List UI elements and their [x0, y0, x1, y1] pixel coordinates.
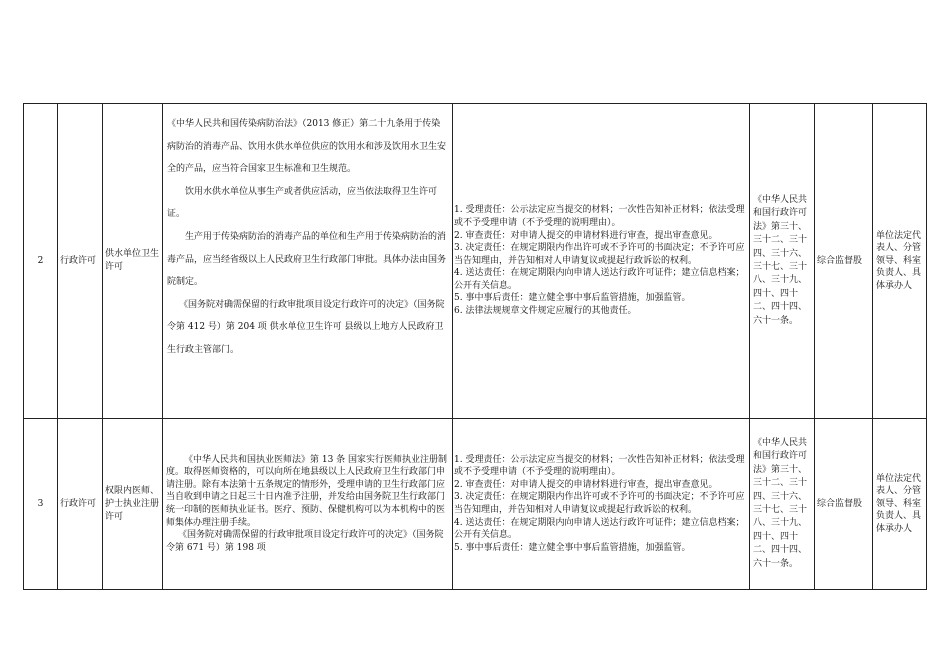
- row-index: 3: [24, 419, 58, 590]
- responsibility-item: 6. 法律法规规章文件规定应履行的其他责任。: [454, 306, 637, 317]
- row-basis: [163, 419, 453, 590]
- row-basis: [163, 104, 453, 419]
- responsibility-item: 5. 事中事后责任：建立健全事中事后监管措施，加强监管。: [454, 542, 691, 553]
- responsibility-item: 4. 送达责任：在规定期限内向申请人送达行政许可证件；建立信息档案；公开有关信息。: [454, 268, 745, 291]
- basis-paragraph: 《中华人民共和国执业医师法》第 13 条 国家实行医师执业注册制度。取得医师资格的，可以向所在地县级以上人民政府卫生行政部门申请注册。除有本法第十五条规定的情形外，受理申请的卫生行政部门应当自收到申请之日起三十日内准予注册，并发给由国务院卫生行政部门统一印制的医师执业证书。医疗、预防、保健机构可以为本机构中的医师集体办理注册手续。: [166, 454, 448, 528]
- basis-paragraph: 《国务院对确需保留的行政审批项目设定行政许可的决定》（国务院令第 671 号）第 198 项: [166, 530, 444, 553]
- row-responsibilities: [453, 419, 750, 590]
- basis-paragraph: 《中华人民共和国传染病防治法》（2013 修正）第二十九条用于传染病防治的消毒产品、饮用水供水单位供应的饮用水和涉及饮用水卫生安全的产品，应当符合国家卫生标准和卫生规范。: [167, 119, 447, 175]
- table-row: [24, 104, 927, 419]
- legal-basis-text: 《中华人民共和国行政许可法》第三十、三十二、三十四、三十六、三十七、三十八、三十九、四十、四十二、四十四、六十一条。: [753, 194, 808, 326]
- row-legal-basis: [750, 104, 815, 419]
- responsibility-item: 2. 审查责任：对申请人提交的申请材料进行审查，提出审查意见。: [454, 479, 718, 490]
- responsibility-item: 2. 审查责任：对申请人提交的申请材料进行审查，提出审查意见。: [454, 230, 718, 241]
- row-legal-basis: [750, 419, 815, 590]
- responsibility-item: 3. 决定责任：在规定期限内作出许可或不予许可的书面决定；不予许可应当告知理由，并告知相对人申请复议或提起行政诉讼的权利。: [454, 243, 745, 266]
- row-item-name: 权限内医师、护士执业注册许可: [103, 419, 163, 590]
- row-department: 综合监督股: [815, 104, 873, 419]
- table-row: [24, 419, 927, 590]
- row-category: 行政许可: [58, 104, 103, 419]
- permit-table-page: [23, 103, 926, 581]
- legal-basis-text: 《中华人民共和国行政许可法》第三十、三十二、三十四、三十六、三十七、三十八、三十九、四十、四十二、四十四、六十一条。: [753, 437, 808, 569]
- basis-paragraph: 生产用于传染病防治的消毒产品的单位和生产用于传染病防治的消毒产品，应当经省级以上人民政府卫生行政部门审批。具体办法由国务院制定。: [167, 231, 447, 288]
- row-personnel: [873, 419, 927, 590]
- row-item-name: 供水单位卫生许可: [103, 104, 163, 419]
- basis-paragraph: 饮用水供水单位从事生产或者供应活动，应当依法取得卫生许可证。: [167, 186, 438, 220]
- row-department: 综合监督股: [815, 419, 873, 590]
- responsibility-item: 3. 决定责任：在规定期限内作出许可或不予许可的书面决定；不予许可应当告知理由，并告知相对人申请复议或提起行政诉讼的权利。: [454, 492, 745, 515]
- personnel-text: 单位法定代表人、分管领导、科室负责人、具体承办人: [876, 230, 922, 291]
- responsibility-item: 4. 送达责任：在规定期限内向申请人送达行政许可证件；建立信息档案；公开有关信息。: [454, 517, 745, 541]
- row-category: 行政许可: [58, 419, 103, 590]
- basis-paragraph: 《国务院对确需保留的行政审批项目设定行政许可的决定》（国务院令第 412 号）第 204 项 供水单位卫生许可 县级以上地方人民政府卫生行政主管部门。: [167, 299, 445, 355]
- responsibility-item: 5. 事中事后责任：建立健全事中事后监管措施，加强监管。: [454, 293, 691, 304]
- responsibility-item: 1. 受理责任：公示法定应当提交的材料；一次性告知补正材料；依法受理或不予受理申请（不予受理的说明理由）。: [454, 205, 745, 228]
- row-responsibilities: [453, 104, 750, 419]
- row-index: 2: [24, 104, 58, 419]
- row-personnel: [873, 104, 927, 419]
- responsibility-item: 1. 受理责任：公示法定应当提交的材料；一次性告知补正材料；依法受理或不予受理申请（不予受理的说明理由）。: [454, 454, 745, 478]
- personnel-text: 单位法定代表人、分管领导、科室负责人、具体承办人: [876, 473, 922, 534]
- permit-table: [23, 103, 927, 590]
